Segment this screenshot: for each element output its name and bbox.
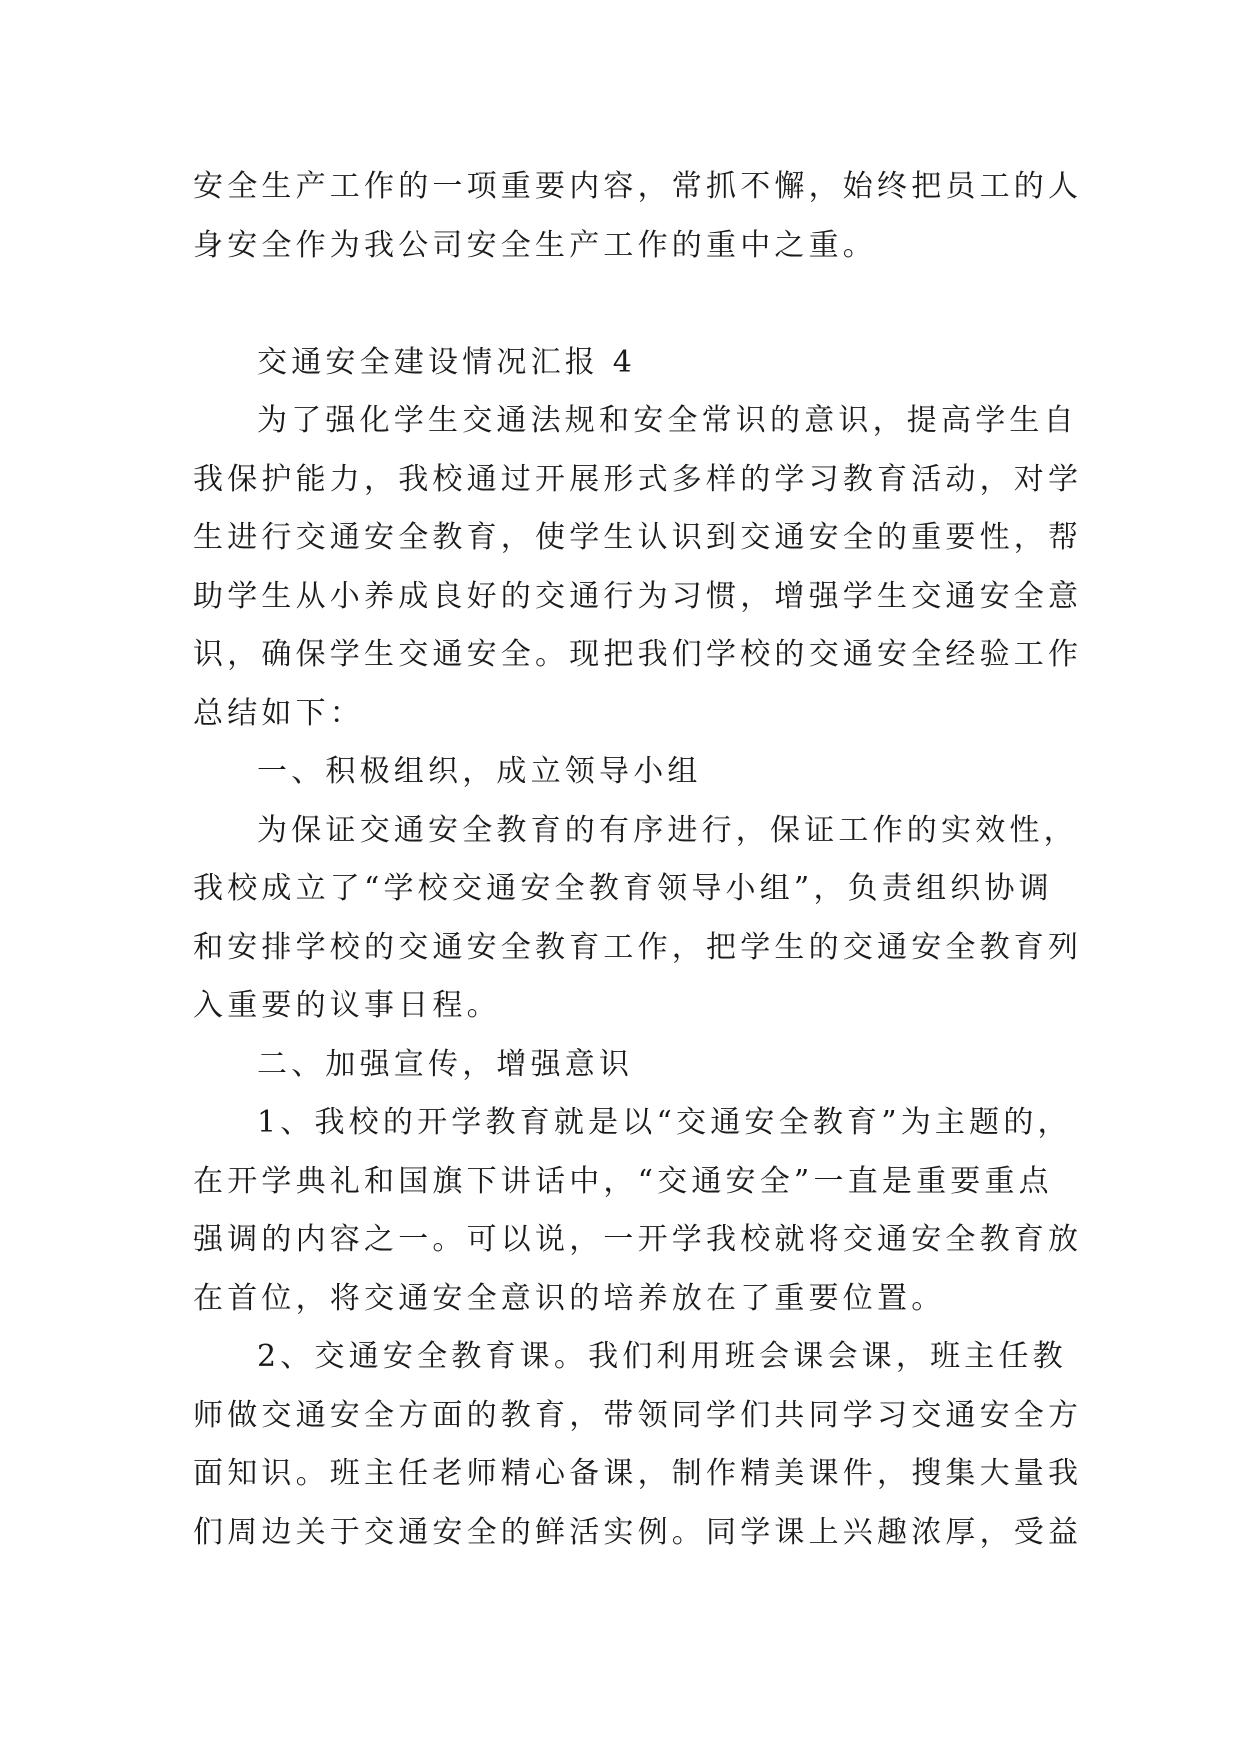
para3-line-3: 强调的内容之一。可以说，一开学我校就将交通安全教育放: [193, 1222, 1083, 1257]
para3-line-2: 在开学典礼和国旗下讲话中，“交通安全”一直是重要重点: [193, 1163, 1053, 1199]
document-body: [193, 158, 1083, 1562]
para4-line-1: 2、交通安全教育课。我们利用班会课会课，班主任教: [257, 1339, 1067, 1374]
para3-line-4: 在首位，将交通安全意识的培养放在了重要位置。: [193, 1280, 946, 1316]
heading-1: 一、积极组织，成立领导小组: [257, 754, 702, 789]
para2-line-2: 我校成立了“学校交通安全教育领导小组”，负责组织协调: [193, 871, 1053, 906]
intro-line-2: 身安全作为我公司安全生产工作的重中之重。: [193, 227, 877, 263]
para4-line-2: 师做交通安全方面的教育，带领同学们共同学习交通安全方: [193, 1397, 1083, 1433]
para1-line-4: 助学生从小养成良好的交通行为习惯，增强学生交通安全意: [193, 578, 1083, 614]
intro-line-1: 安全生产工作的一项重要内容，常抓不懈，始终把员工的人: [193, 169, 1083, 204]
para2-line-4: 入重要的议事日程。: [193, 988, 501, 1023]
para1-line-1: 为了强化学生交通法规和安全常识的意识，提高学生自: [257, 403, 1078, 438]
paragraph-gap: [193, 275, 1063, 334]
para4-line-4: 们周边关于交通安全的鲜活实例。同学课上兴趣浓厚，受益: [193, 1514, 1083, 1550]
para4-line-3: 面知识。班主任老师精心备课，制作精美课件，搜集大量我: [193, 1456, 1083, 1491]
para3-line-1: 1、我校的开学教育就是以“交通安全教育”为主题的，: [257, 1105, 1072, 1140]
para1-line-3: 生进行交通安全教育，使学生认识到交通安全的重要性，帮: [193, 520, 1083, 555]
para1-line-2: 我保护能力，我校通过开展形式多样的学习教育活动，对学: [193, 461, 1083, 497]
para1-line-6: 总结如下：: [193, 695, 364, 731]
para1-line-5: 识，确保学生交通安全。现把我们学校的交通安全经验工作: [193, 637, 1083, 672]
para2-line-3: 和安排学校的交通安全教育工作，把学生的交通安全教育列: [193, 929, 1083, 965]
para2-line-1: 为保证交通安全教育的有序进行，保证工作的实效性，: [257, 812, 1078, 848]
section-title: 交通安全建设情况汇报 4: [257, 344, 637, 380]
heading-2: 二、加强宣传，增强意识: [257, 1046, 634, 1082]
